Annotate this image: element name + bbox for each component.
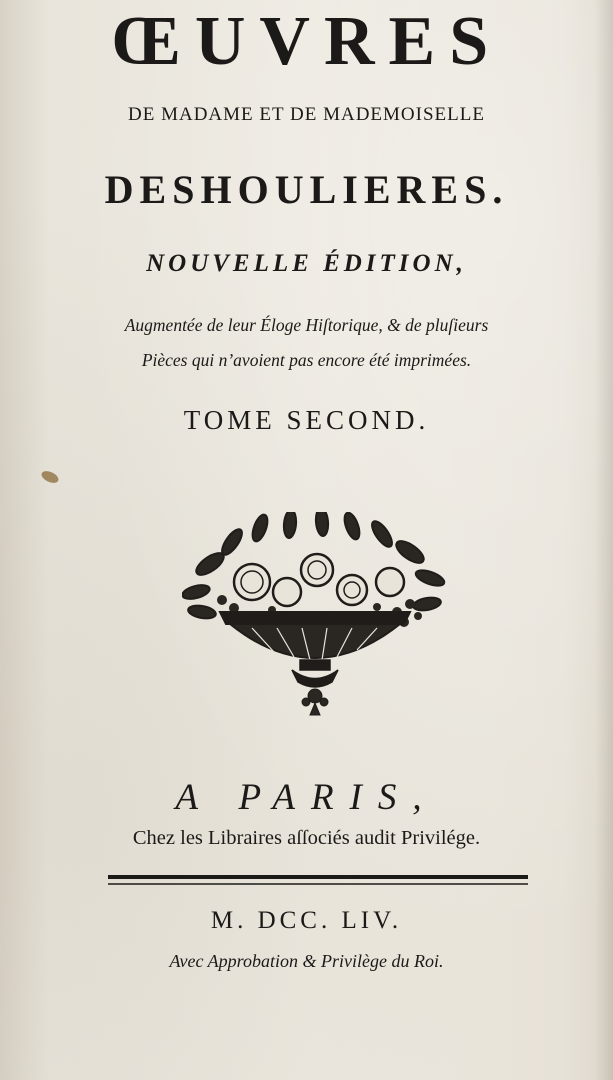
volume-label: TOME SECOND. — [183, 405, 430, 435]
double-rule-divider — [108, 872, 528, 890]
book-title: ŒUVRES — [110, 3, 503, 80]
royal-approbation: Avec Approbation & Privilège du Roi. — [169, 951, 444, 971]
publication-year: M. DCC. LIV. — [210, 907, 403, 934]
description-line-1: Augmentée de leur Éloge Hiſtorique, & de pluſieurs — [124, 315, 489, 335]
paper-stain — [40, 469, 61, 486]
author-name: DESHOULIERES. — [104, 167, 509, 212]
fruit-basket-vignette — [182, 512, 447, 717]
edition-label: NOUVELLE ÉDITION, — [146, 250, 467, 277]
book-subtitle: DE MADAME ET DE MADEMOISELLE — [128, 104, 485, 125]
description-line-2: Pièces qui n’avoient pas encore été imprimées. — [141, 350, 472, 370]
publication-place: A PARIS, — [175, 777, 438, 818]
publisher-line: Chez les Libraires aſſociés audit Privilége. — [132, 827, 481, 849]
